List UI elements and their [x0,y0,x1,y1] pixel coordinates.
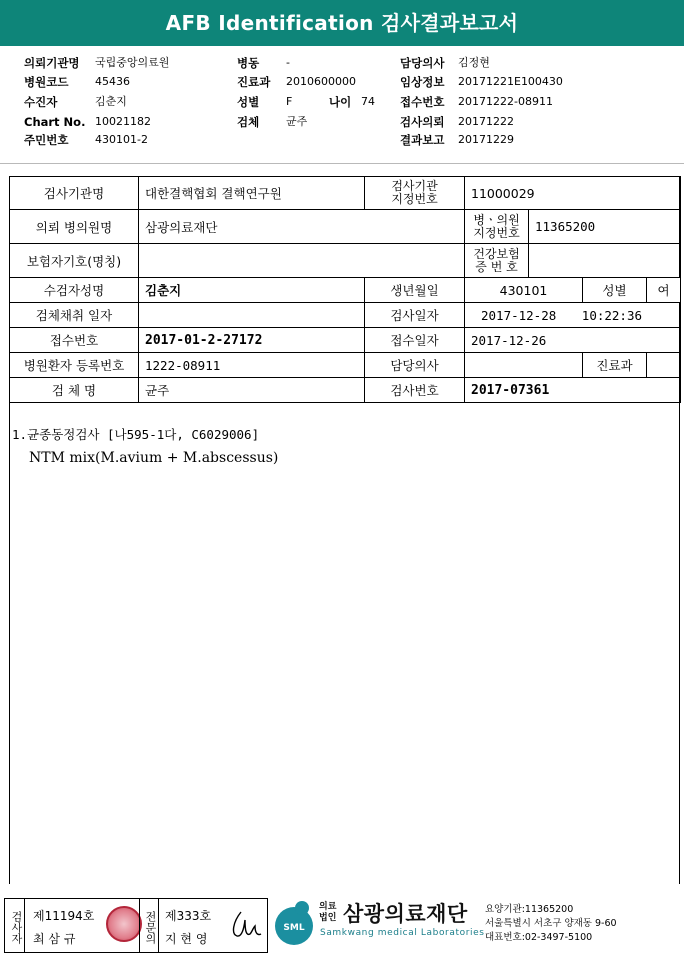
info-label: 의뢰기관명 [24,56,80,70]
reg-no: 1222-08911 [139,353,365,378]
info-value: 20171222-08911 [458,95,553,108]
seal-stamp [106,906,142,942]
lab-code-label-1: 검사기관 [391,179,438,193]
receipt-no-label: 접수번호 [10,328,139,353]
info-value: 20171229 [458,133,514,146]
info-label: 성별 [237,95,260,109]
info-value: 국립중앙의료원 [95,56,170,69]
doctor-value [465,353,583,378]
sex-value: 여 [647,278,681,303]
org-type-2: 법인 [319,913,337,923]
report-grid [9,176,681,403]
info-value: 20171222 [458,115,514,128]
org-name: 삼광의료재단 [343,902,468,926]
table-row [10,328,681,353]
collect-date [139,303,365,328]
birth-label: 생년월일 [365,278,465,303]
info-value: 10021182 [95,115,151,128]
receipt-date-label: 접수일자 [365,328,465,353]
patient-label: 수검자성명 [10,278,139,303]
test-no: 2017-07361 [465,378,681,403]
info-label: 검체 [237,115,260,129]
signature-box [4,898,268,953]
req-name-label: 의뢰 병의원명 [10,210,139,244]
lab-code-label-2: 지정번호 [391,192,438,206]
info-label: 병동 [237,56,260,70]
req-code-label-1: 병ㆍ의원 [473,212,520,227]
info-label: 진료과 [237,75,271,89]
info-value: 430101-2 [95,133,148,146]
test-date: 2017-12-28 [481,307,557,323]
signature-mark [227,908,263,942]
tester-number: 제11194호 [33,909,95,923]
doctor-label: 담당의사 [365,353,465,378]
sex-label: 성별 [583,278,647,303]
report-title: AFB Identification 검사결과보고서 [0,0,684,46]
test-no-label: 검사번호 [365,378,465,403]
info-label: 결과보고 [400,133,445,147]
patient-name: 김춘지 [139,278,365,303]
tester-name: 최 삼 규 [33,932,76,946]
info-value: 김춘지 [95,95,127,108]
lab-code: 11000029 [465,177,681,210]
specimen-value: 균주 [139,378,365,403]
req-name: 삼광의료재단 [139,210,465,244]
contact-line: 서울특별시 서초구 양재동 9-60 [485,918,617,929]
test-date-cell [465,303,681,328]
collect-date-label: 검체채취 일자 [10,303,139,328]
header-divider [0,163,684,164]
info-value: 45436 [95,75,130,88]
table-row [10,210,681,244]
table-row [10,177,681,210]
info-value: 김정현 [458,56,490,69]
logo-text: SML [283,923,305,933]
info-label: 주민번호 [24,133,69,147]
info-label: 담당의사 [400,56,445,70]
org-english-name: Samkwang medical Laboratories [320,928,485,938]
info-label: 검사의뢰 [400,115,445,129]
insurer-value [139,244,465,278]
specialist-name: 지 현 영 [165,932,208,946]
info-value: 2010600000 [286,75,356,88]
specialist-label: 전문의 [139,899,159,952]
insurance-card-value [529,244,681,278]
insurance-card-label-1: 건강보험 [473,246,520,261]
lab-name: 대한결핵협회 결핵연구원 [139,177,365,210]
test-time: 10:22:36 [581,307,643,323]
reg-no-label: 병원환자 등록번호 [10,353,139,378]
specialist-number: 제333호 [165,909,212,923]
org-type [319,902,336,924]
info-label: 임상정보 [400,75,445,89]
req-code: 11365200 [529,210,681,244]
info-value: - [286,56,290,69]
info-label: 수진자 [24,95,58,109]
info-label: 접수번호 [400,95,445,109]
insurance-card-label-2: 증 번 호 [475,259,518,274]
result-organism: NTM mix(M.avium + M.abscessus) [29,450,279,466]
req-code-label-2: 지정번호 [473,225,520,240]
dept-value [647,353,681,378]
insurance-card-label [465,244,529,278]
dept-label: 진료과 [583,353,647,378]
test-date-label: 검사일자 [365,303,465,328]
org-contact [485,903,617,945]
org-type-1: 의료 [319,902,337,912]
sml-logo-icon [272,899,316,947]
table-row [10,353,681,378]
receipt-date: 2017-12-26 [465,328,681,353]
info-label: Chart No. [24,115,86,129]
info-label: 병원코드 [24,75,69,89]
contact-line: 요양기관:11365200 [485,904,574,915]
lab-code-label [365,177,465,210]
table-row [10,303,681,328]
tester-label: 검사자 [5,899,25,952]
contact-line: 대표번호:02-3497-5100 [485,932,593,943]
info-value: F [286,95,293,108]
age-value: 74 [361,95,375,108]
table-row [10,244,681,278]
result-test-line: 1.균종동정검사 [나595-1다, C6029006] [12,427,260,442]
specimen-label: 검 체 명 [10,378,139,403]
info-value: 20171221E100430 [458,75,563,88]
birth-value: 430101 [465,278,583,303]
info-value: 균주 [286,115,308,128]
table-row [10,378,681,403]
insurer-label: 보험자기호(명칭) [10,244,139,278]
table-row [10,278,681,303]
req-code-label [465,210,529,244]
receipt-no: 2017-01-2-27172 [139,328,365,353]
age-label: 나이 [329,95,352,109]
lab-name-label: 검사기관명 [10,177,139,210]
